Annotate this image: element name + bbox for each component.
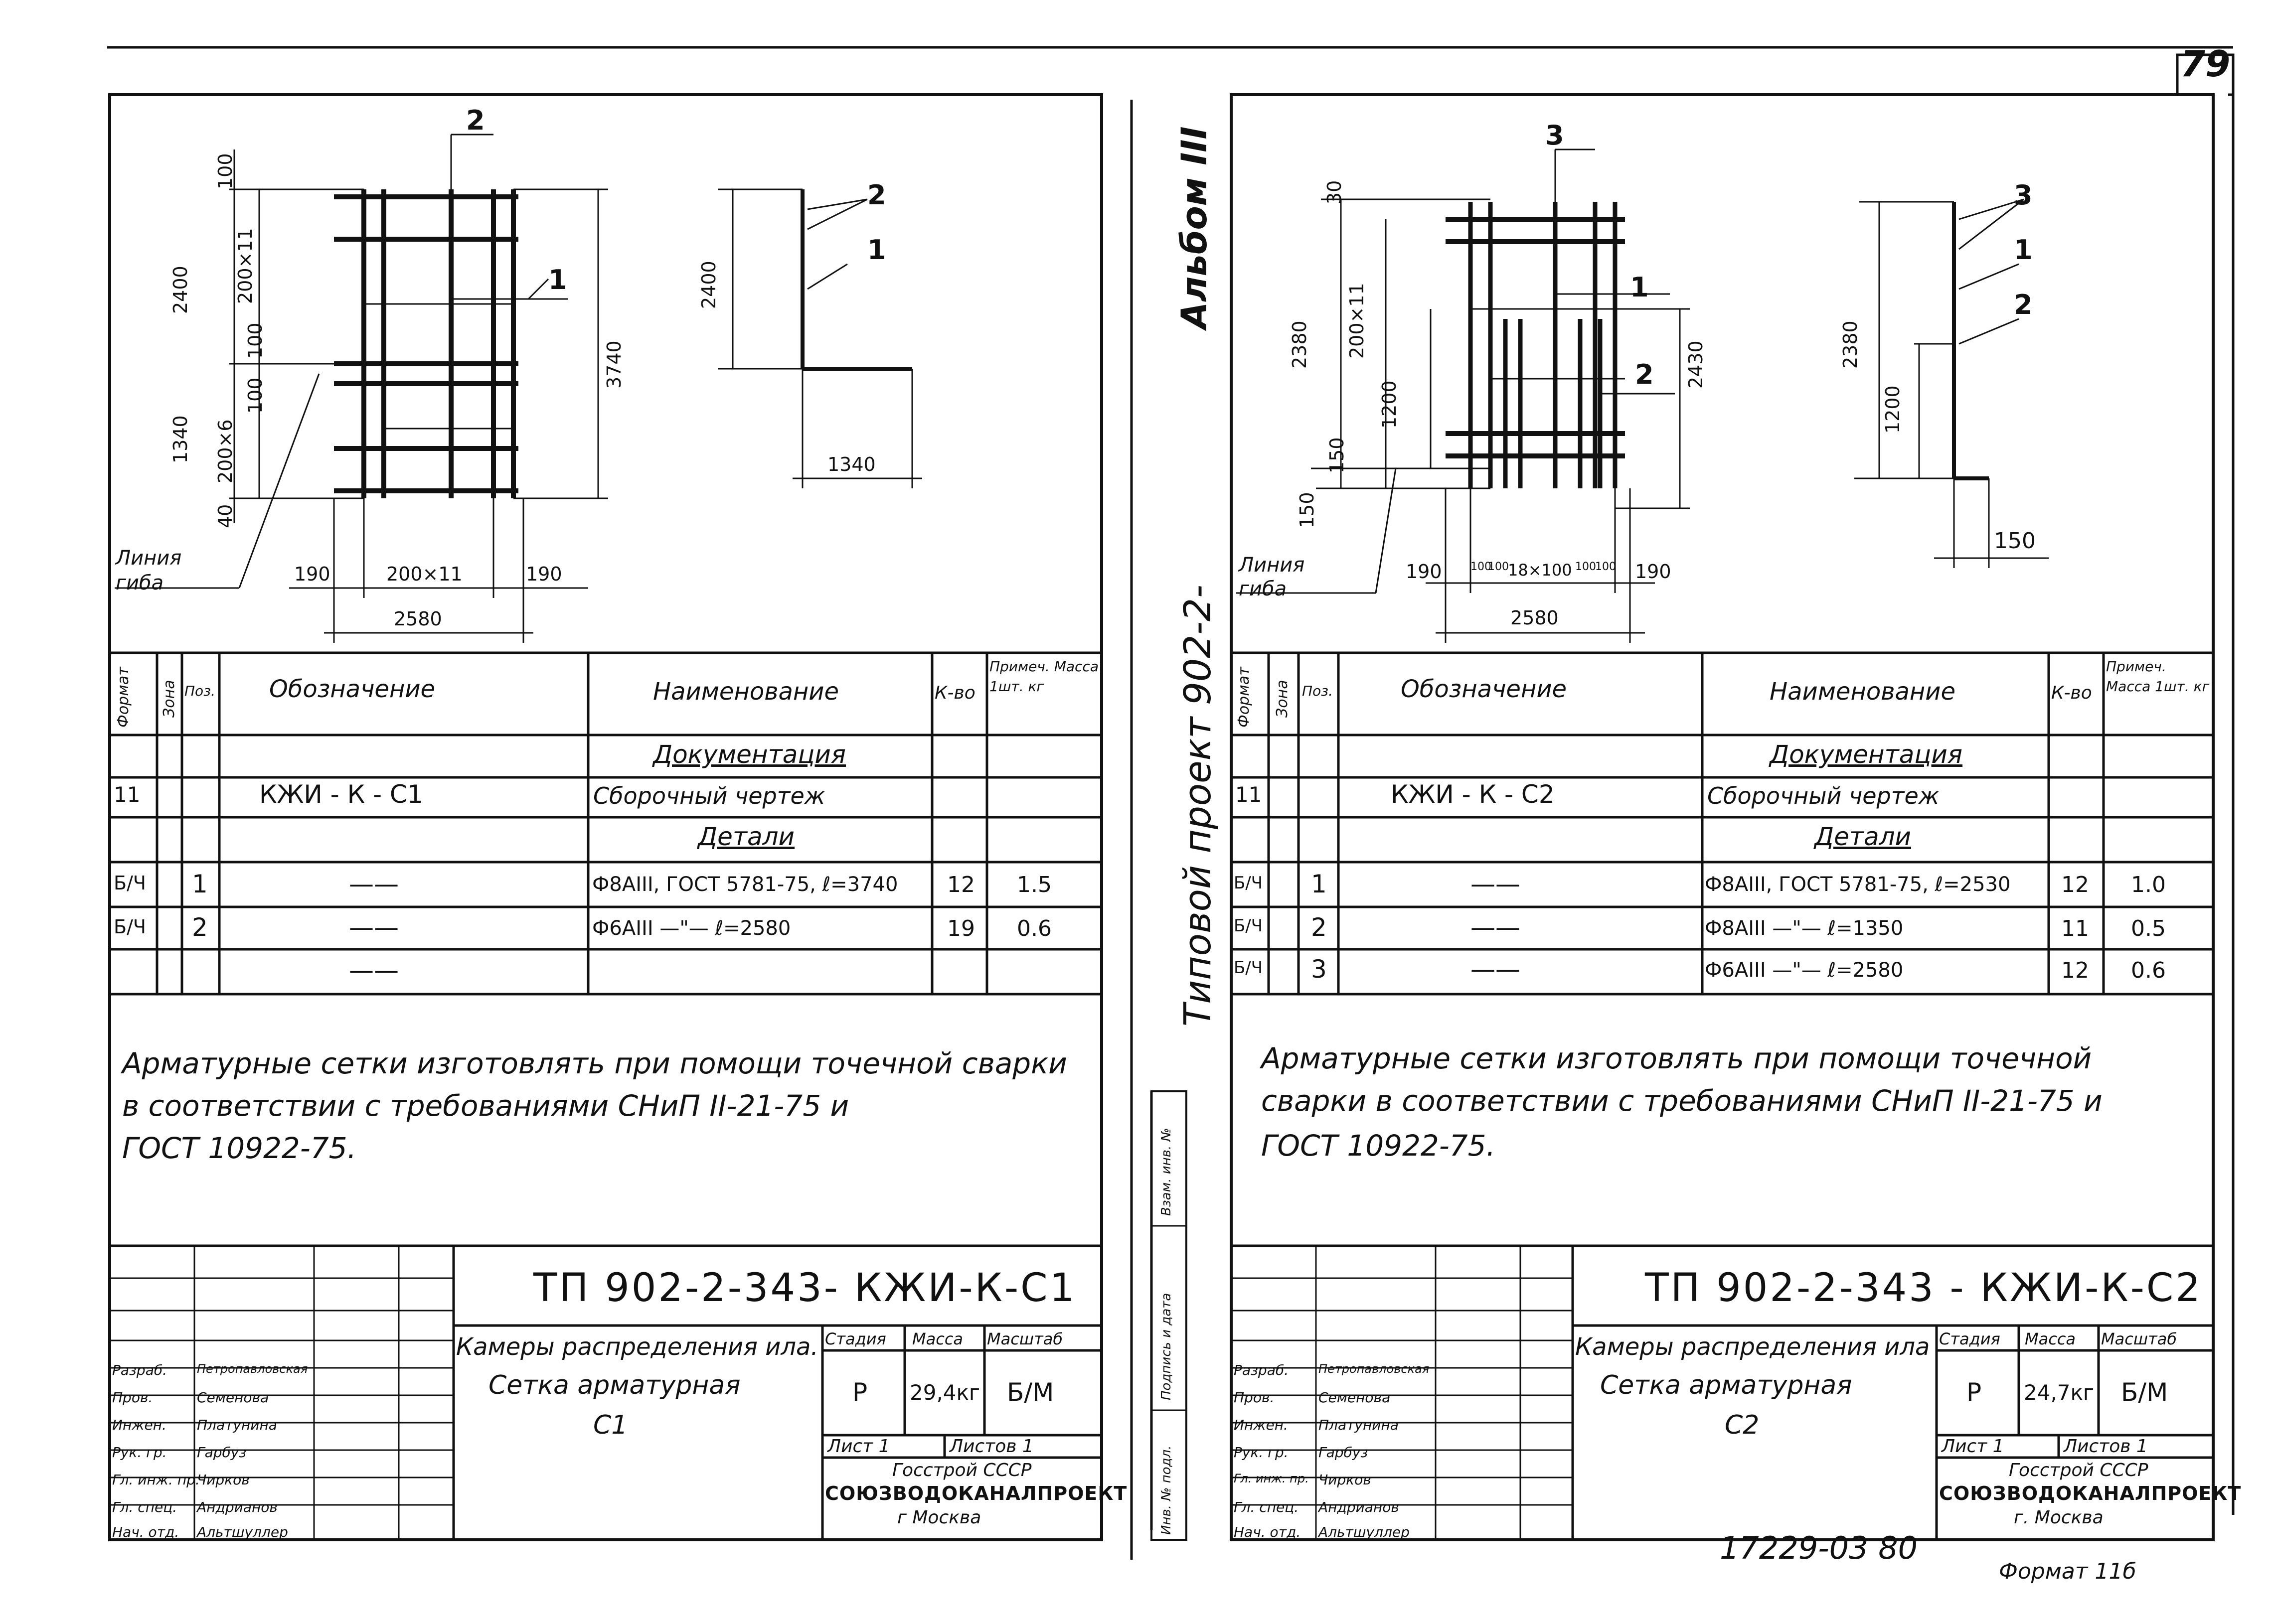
dim-label: 100	[244, 322, 266, 359]
person-name: Гарбуз	[1318, 1444, 1368, 1461]
person-name: Петропавловская	[1318, 1362, 1430, 1376]
cell-name: Ф8АIII —"— ℓ=1350	[1705, 917, 1904, 940]
org-line: г. Москва	[2014, 1507, 2104, 1528]
dim-label: 2380	[1289, 320, 1310, 369]
role-label: Гл. спец.	[1234, 1499, 1299, 1515]
role-label: Рук. гр.	[112, 1444, 167, 1461]
col-pos-header: Поз.	[1302, 683, 1333, 699]
dim-label: 150	[1296, 492, 1318, 528]
person-name: Семенова	[197, 1389, 269, 1406]
dim-label: 150	[1994, 528, 2036, 554]
scale-label: Масштаб	[2101, 1329, 2177, 1348]
title-name-line: Сетка арматурная	[1600, 1370, 1852, 1400]
cell-qty: 12	[2061, 872, 2089, 897]
col-designation-header: Обозначение	[1401, 675, 1567, 703]
col-note-header: Примеч. Масса 1шт. кг	[989, 658, 1099, 695]
stamp-inv-label: Инв. № подл.	[1159, 1445, 1174, 1535]
cell-designation: ——	[349, 913, 399, 942]
col-format-header: Формат	[1235, 667, 1253, 728]
org-line: Госстрой СССР	[892, 1460, 1032, 1480]
org-line: Госстрой СССР	[2009, 1460, 2148, 1480]
dim-label: 2380	[1839, 320, 1861, 369]
col-zone-header: Зона	[161, 680, 178, 718]
dim-label: 200×11	[386, 563, 463, 585]
dim-label: 40	[214, 504, 236, 528]
role-label: Пров.	[1234, 1389, 1275, 1406]
title-name-line: С2	[1725, 1410, 1760, 1440]
scale-value: Б/М	[2121, 1378, 2168, 1407]
album-label: Альбом III	[1174, 126, 1215, 329]
person-name: Андрианов	[1318, 1499, 1399, 1515]
dim-label: 2580	[394, 608, 442, 630]
position-marker: 3	[1545, 120, 1564, 151]
dim-label: 3740	[603, 340, 625, 389]
cell-pos: 3	[1311, 955, 1327, 984]
position-marker: 1	[867, 234, 886, 266]
cell-name: Сборочный чертеж	[593, 782, 825, 809]
stage-label: Стадия	[825, 1329, 886, 1348]
mass-label: Масса	[912, 1329, 964, 1348]
position-marker: 1	[1630, 272, 1649, 303]
role-label: Разраб.	[1234, 1362, 1289, 1378]
dim-label: 1340	[169, 415, 191, 463]
dim-label: 200×11	[1346, 283, 1368, 359]
note-line: сварки в соответствии с требованиями СНиП II-21-75 и	[1261, 1084, 2103, 1118]
cell-pos: 2	[1311, 913, 1327, 942]
cell-designation: КЖИ - К - С1	[259, 780, 423, 809]
mass-value: 29,4кг	[910, 1380, 980, 1405]
title-name-line: Сетка арматурная	[488, 1370, 741, 1400]
position-marker: 2	[1635, 359, 1654, 390]
mass-value: 24,7кг	[2024, 1380, 2094, 1405]
person-name: Платунина	[1318, 1417, 1399, 1433]
cell-format: 11	[114, 782, 141, 807]
dim-label: 100	[214, 153, 236, 189]
cell-qty: 19	[947, 916, 975, 941]
note-line: Арматурные сетки изготовлять при помощи точечной	[1261, 1041, 2092, 1075]
role-label: Пров.	[112, 1389, 153, 1406]
person-name: Чирков	[197, 1472, 250, 1488]
stage-value: Р	[1966, 1378, 1982, 1407]
role-label: Инжен.	[1234, 1417, 1288, 1433]
cell-pos: 2	[192, 913, 208, 942]
col-note-header: Примеч. Масса 1шт. кг	[2106, 658, 2210, 695]
cell-format: Б/Ч	[114, 872, 146, 894]
stamp-sign-label: Подпись и дата	[1159, 1293, 1174, 1400]
dim-label: 18×100	[1508, 561, 1572, 580]
person-name: Альтшуллер	[197, 1524, 288, 1540]
org-line: г Москва	[897, 1507, 981, 1528]
dim-label: 200×6	[214, 419, 236, 483]
document-code: ТП 902-2-343- КЖИ-К-С1	[533, 1266, 1077, 1311]
role-label: Инжен.	[112, 1417, 166, 1433]
person-name: Альтшуллер	[1318, 1524, 1410, 1540]
page-number: 79	[2180, 43, 2231, 85]
title-name-line: Камеры распределения ила.	[456, 1333, 818, 1361]
dim-label: 150	[1326, 437, 1348, 473]
role-label: Гл. спец.	[112, 1499, 177, 1515]
dim-label: 100	[1488, 561, 1509, 573]
org-line: СОЮЗВОДОКАНАЛПРОЕКТ	[1939, 1482, 2242, 1504]
dim-label: 1200	[1378, 380, 1400, 429]
note-line: Арматурные сетки изготовлять при помощи точечной сварки	[122, 1046, 1067, 1080]
person-name: Чирков	[1318, 1472, 1371, 1488]
col-qty-header: К-во	[935, 683, 975, 703]
cell-format: 11	[1235, 782, 1262, 807]
cell-qty: 12	[2061, 958, 2089, 983]
org-line: СОЮЗВОДОКАНАЛПРОЕКТ	[825, 1482, 1128, 1504]
bend-line-label: Линия гиба	[1239, 554, 1305, 600]
position-marker: 2	[867, 179, 886, 211]
cell-designation: ——	[349, 956, 399, 985]
note-line: в соответствии с требованиями СНиП II-21-75 и	[122, 1089, 849, 1123]
section-parts: Детали	[698, 822, 795, 851]
cell-name: Ф6АIII —"— ℓ=2580	[1705, 959, 1904, 982]
dim-label: 100	[244, 377, 266, 414]
dim-label: 30	[1323, 180, 1345, 204]
cell-name: Сборочный чертеж	[1707, 782, 1940, 809]
person-name: Андрианов	[197, 1499, 278, 1515]
dim-label: 190	[1635, 561, 1671, 583]
stage-value: Р	[852, 1378, 868, 1407]
col-zone-header: Зона	[1274, 680, 1291, 718]
dim-label: 2400	[169, 266, 191, 314]
cell-designation: ——	[1470, 870, 1520, 898]
dim-label: 190	[1406, 561, 1442, 583]
cell-designation: КЖИ - К - С2	[1391, 780, 1555, 809]
dim-label: 190	[294, 563, 330, 585]
sheet-number: Лист 1	[1942, 1436, 2004, 1457]
cell-pos: 1	[1311, 870, 1327, 898]
note-line: ГОСТ 10922-75.	[122, 1131, 357, 1165]
position-marker: 2	[2014, 289, 2033, 320]
col-name-header: Наименование	[653, 678, 839, 706]
cell-name: Ф8АIII, ГОСТ 5781-75, ℓ=3740	[592, 873, 898, 896]
person-name: Гарбуз	[197, 1444, 247, 1461]
position-marker: 3	[2014, 179, 2033, 211]
document-code: ТП 902-2-343 - КЖИ-К-С2	[1645, 1266, 2202, 1311]
cell-mass: 0.5	[2131, 916, 2166, 941]
format-note: Формат 11б	[1999, 1559, 2136, 1584]
section-docs: Документация	[653, 740, 846, 769]
note-line: ГОСТ 10922-75.	[1261, 1129, 1496, 1163]
cell-format: Б/Ч	[1234, 958, 1263, 978]
dim-label: 1200	[1882, 385, 1904, 434]
role-label: Нач. отд.	[112, 1524, 179, 1540]
bend-line-label: Линия гиба	[116, 547, 182, 594]
role-label: Разраб.	[112, 1362, 167, 1378]
scale-label: Масштаб	[987, 1329, 1063, 1348]
title-name-line: Камеры распределения ила	[1575, 1333, 1930, 1361]
col-qty-header: К-во	[2051, 683, 2092, 703]
cell-designation: ——	[1470, 913, 1520, 942]
sheet-number: Лист 1	[827, 1436, 890, 1457]
sheets-count: Листов 1	[2064, 1436, 2148, 1457]
role-label: Рук. гр.	[1234, 1444, 1289, 1461]
cell-pos: 1	[192, 870, 208, 898]
stamp-replace-label: Взам. инв. №	[1159, 1128, 1174, 1216]
dim-label: 100	[1470, 561, 1491, 573]
scale-value: Б/М	[1007, 1378, 1054, 1407]
mass-label: Масса	[2025, 1329, 2076, 1348]
dim-label: 190	[526, 563, 562, 585]
cell-mass: 0.6	[1017, 916, 1052, 941]
role-label: Гл. инж. пр.	[112, 1472, 200, 1488]
position-marker: 1	[2014, 234, 2033, 266]
role-label: Гл. инж. пр.	[1234, 1472, 1309, 1485]
archive-code: 17229-03 80	[1720, 1530, 1918, 1566]
person-name: Петропавловская	[197, 1362, 308, 1376]
cell-format: Б/Ч	[1234, 873, 1263, 893]
dim-label: 2430	[1685, 340, 1707, 389]
cell-designation: ——	[1470, 955, 1520, 984]
section-parts: Детали	[1814, 822, 1912, 851]
dim-label: 1340	[827, 453, 876, 475]
col-designation-header: Обозначение	[269, 675, 436, 703]
cell-qty: 11	[2061, 916, 2089, 941]
position-marker: 1	[548, 264, 567, 295]
dim-label: 2400	[698, 261, 720, 309]
col-pos-header: Поз.	[184, 683, 215, 699]
cell-designation: ——	[349, 870, 399, 898]
person-name: Платунина	[197, 1417, 277, 1433]
stage-label: Стадия	[1939, 1329, 2000, 1348]
cell-mass: 0.6	[2131, 958, 2166, 983]
dim-label: 100	[1575, 561, 1596, 573]
col-format-header: Формат	[115, 667, 132, 728]
position-marker: 2	[466, 105, 485, 136]
dim-label: 2580	[1510, 607, 1559, 629]
cell-qty: 12	[947, 872, 975, 897]
dim-label: 100	[1595, 561, 1616, 573]
section-docs: Документация	[1770, 740, 1962, 769]
cell-mass: 1.5	[1017, 872, 1052, 897]
cell-format: Б/Ч	[1234, 916, 1263, 936]
dim-label: 200×11	[234, 228, 256, 304]
sheets-count: Листов 1	[950, 1436, 1034, 1457]
col-name-header: Наименование	[1770, 678, 1956, 706]
role-label: Нач. отд.	[1234, 1524, 1301, 1540]
cell-name: Ф8АIII, ГОСТ 5781-75, ℓ=2530	[1705, 873, 2011, 896]
cell-mass: 1.0	[2131, 872, 2166, 897]
cell-name: Ф6АIII —"— ℓ=2580	[592, 917, 791, 940]
title-name-line: С1	[593, 1410, 628, 1440]
person-name: Семенова	[1318, 1389, 1391, 1406]
series-label: Типовой проект 902-2-	[1176, 585, 1219, 1027]
cell-format: Б/Ч	[114, 916, 146, 938]
